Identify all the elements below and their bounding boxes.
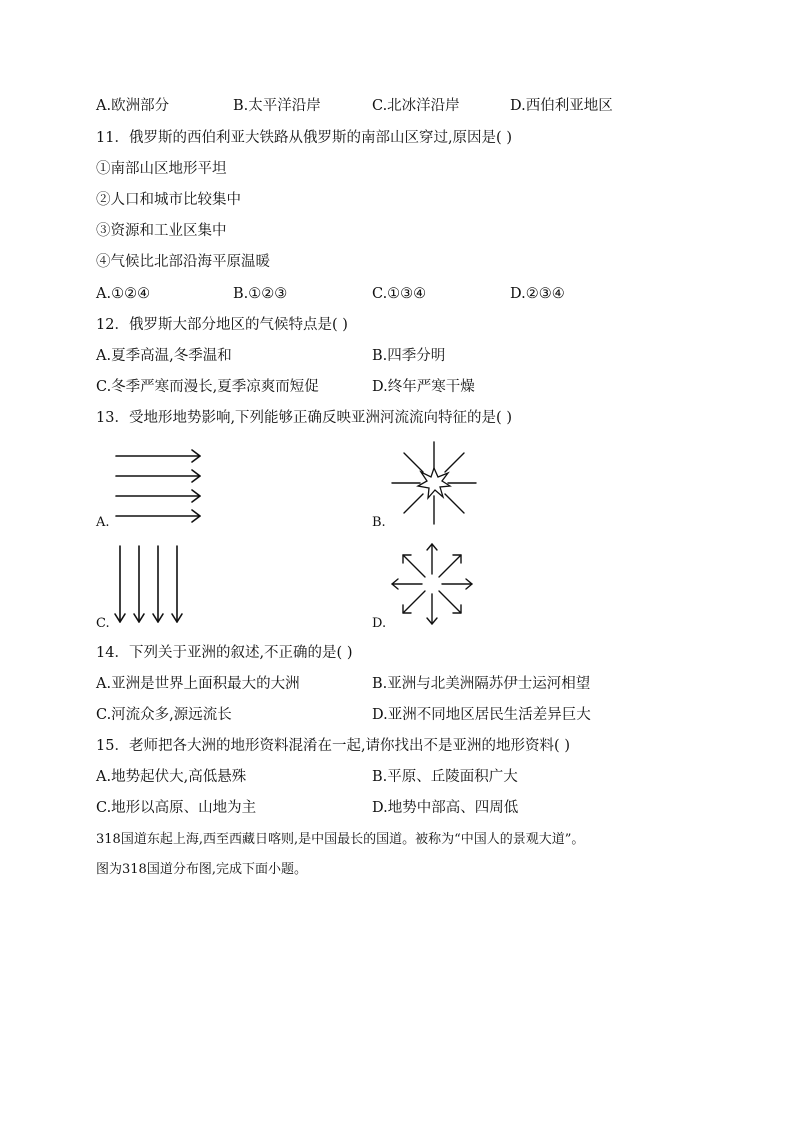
q12-option-d: D.终年严寒干燥 — [372, 379, 475, 395]
q10-option-c: C.北冰洋沿岸 — [372, 98, 460, 114]
q12-option-a: A.夏季高温,冬季温和 — [96, 348, 232, 364]
figure-d-label: D. — [372, 616, 387, 631]
q10-option-b: B.太平洋沿岸 — [233, 98, 321, 114]
q11-stem: 11．俄罗斯的西伯利亚大铁路从俄罗斯的南部山区穿过,原因是( ) — [96, 130, 512, 146]
passage-line-1: 318国道东起上海,西至西藏日喀则,是中国最长的国道。被称为“中国人的景观大道”。 — [96, 832, 585, 847]
q11-statement-1: ①南部山区地形平坦 — [96, 161, 227, 177]
q11-option-b: B.①②③ — [233, 286, 288, 302]
figure-d-radiating-arrows — [388, 540, 476, 628]
figure-c-downward-arrows — [112, 544, 186, 626]
q13-stem: 13．受地形地势影响,下列能够正确反映亚洲河流流向特征的是( ) — [96, 410, 512, 426]
figure-c-label: C. — [96, 616, 110, 631]
q15-option-a: A.地势起伏大,高低悬殊 — [96, 769, 247, 785]
q12-stem: 12．俄罗斯大部分地区的气候特点是( ) — [96, 317, 348, 333]
q15-option-d: D.地势中部高、四周低 — [372, 800, 519, 816]
q12-option-b: B.四季分明 — [372, 348, 446, 364]
passage-line-2: 图为318国道分布图,完成下面小题。 — [96, 862, 307, 877]
q10-option-a: A.欧洲部分 — [96, 98, 170, 114]
figure-b-converging-arrows — [390, 440, 478, 526]
q14-option-c: C.河流众多,源远流长 — [96, 707, 232, 723]
figure-a-parallel-arrows — [112, 446, 206, 524]
q11-statement-2: ②人口和城市比较集中 — [96, 192, 241, 208]
q14-option-b: B.亚洲与北美洲隔苏伊士运河相望 — [372, 676, 591, 692]
figure-b-label: B. — [372, 515, 386, 530]
q11-statement-3: ③资源和工业区集中 — [96, 223, 227, 239]
q10-option-d: D.西伯利亚地区 — [510, 98, 613, 114]
q14-option-d: D.亚洲不同地区居民生活差异巨大 — [372, 707, 591, 723]
q15-stem: 15．老师把各大洲的地形资料混淆在一起,请你找出不是亚洲的地形资料( ) — [96, 738, 570, 754]
q11-option-a: A.①②④ — [96, 286, 151, 302]
q11-option-c: C.①③④ — [372, 286, 427, 302]
figure-a-label: A. — [96, 515, 110, 530]
q12-option-c: C.冬季严寒而漫长,夏季凉爽而短促 — [96, 379, 319, 395]
q15-option-b: B.平原、丘陵面积广大 — [372, 769, 518, 785]
q11-option-d: D.②③④ — [510, 286, 565, 302]
q15-option-c: C.地形以高原、山地为主 — [96, 800, 257, 816]
q14-stem: 14．下列关于亚洲的叙述,不正确的是( ) — [96, 645, 353, 661]
q11-statement-4: ④气候比北部沿海平原温暖 — [96, 254, 270, 270]
q14-option-a: A.亚洲是世界上面积最大的大洲 — [96, 676, 300, 692]
